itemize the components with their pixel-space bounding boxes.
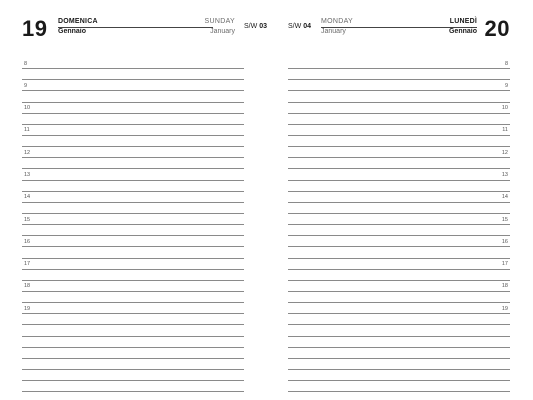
- blank-line[interactable]: [22, 325, 244, 336]
- hour-line[interactable]: [288, 236, 510, 247]
- blank-line[interactable]: [22, 359, 244, 370]
- hour-line[interactable]: [288, 192, 510, 203]
- blank-line[interactable]: [22, 158, 244, 169]
- hour-label: 10: [24, 105, 31, 112]
- day-number: 19: [22, 16, 48, 41]
- blank-line[interactable]: [288, 325, 510, 336]
- hour-line[interactable]: [22, 259, 244, 270]
- hour-label: 10: [501, 105, 508, 112]
- header-rule: [58, 27, 213, 28]
- blank-line[interactable]: [288, 158, 510, 169]
- hour-label: 19: [501, 305, 508, 312]
- right-page-header: [288, 0, 533, 50]
- blank-line[interactable]: [22, 69, 244, 80]
- month-name-english: January: [210, 28, 235, 35]
- day-name-english: MONDAY: [321, 18, 354, 25]
- hour-line[interactable]: [288, 147, 510, 158]
- blank-line[interactable]: [288, 247, 510, 258]
- month-name-italian: Gennaio: [448, 28, 477, 35]
- hour-line[interactable]: [288, 214, 510, 225]
- blank-line[interactable]: [288, 225, 510, 236]
- hour-line[interactable]: [288, 303, 510, 314]
- blank-line[interactable]: [22, 381, 244, 392]
- hour-label: 13: [24, 172, 31, 179]
- hour-line[interactable]: [288, 125, 510, 136]
- hour-line[interactable]: [288, 259, 510, 270]
- hour-label: 15: [24, 216, 31, 223]
- blank-line[interactable]: [288, 114, 510, 125]
- blank-line[interactable]: [22, 314, 244, 325]
- hour-label: 11: [24, 127, 30, 134]
- blank-line[interactable]: [22, 225, 244, 236]
- blank-line[interactable]: [288, 69, 510, 80]
- hour-line[interactable]: [22, 236, 244, 247]
- hour-line[interactable]: [288, 169, 510, 180]
- blank-line[interactable]: [22, 181, 244, 192]
- day-name-english: SUNDAY: [204, 18, 235, 25]
- hour-line[interactable]: [22, 147, 244, 158]
- hour-label: 16: [501, 238, 508, 245]
- blank-line[interactable]: [288, 348, 510, 359]
- hour-lines: [22, 58, 244, 392]
- hour-line[interactable]: [22, 303, 244, 314]
- week-number: 03: [259, 23, 267, 30]
- hour-lines: [288, 58, 510, 392]
- hour-label: 19: [24, 305, 31, 312]
- hour-line[interactable]: [22, 192, 244, 203]
- blank-line[interactable]: [288, 270, 510, 281]
- blank-line[interactable]: [288, 359, 510, 370]
- hour-label: 15: [501, 216, 508, 223]
- hour-label: 17: [501, 261, 508, 268]
- blank-line[interactable]: [22, 136, 244, 147]
- month-name-italian: Gennaio: [58, 28, 87, 35]
- blank-line[interactable]: [288, 181, 510, 192]
- week-label: [244, 23, 267, 30]
- hour-label: 12: [501, 149, 508, 156]
- hour-line[interactable]: [288, 58, 510, 69]
- hour-line[interactable]: [22, 80, 244, 91]
- hour-line[interactable]: [288, 281, 510, 292]
- month-name-english: January: [321, 28, 346, 35]
- day-name-italian: DOMENICA: [58, 18, 98, 25]
- blank-line[interactable]: [288, 91, 510, 102]
- hour-line[interactable]: [22, 281, 244, 292]
- hour-label: 9: [504, 82, 508, 89]
- blank-line[interactable]: [22, 348, 244, 359]
- blank-line[interactable]: [288, 337, 510, 348]
- day-number: 20: [484, 16, 510, 41]
- blank-line[interactable]: [22, 337, 244, 348]
- blank-line[interactable]: [288, 203, 510, 214]
- week-prefix: S/W: [244, 23, 258, 30]
- blank-line[interactable]: [22, 247, 244, 258]
- left-page: [22, 0, 267, 400]
- hour-line[interactable]: [22, 125, 244, 136]
- hour-label: 11: [502, 127, 508, 134]
- blank-line[interactable]: [288, 136, 510, 147]
- hour-line[interactable]: [288, 103, 510, 114]
- week-prefix: S/W: [288, 23, 302, 30]
- blank-line[interactable]: [22, 292, 244, 303]
- left-page-header: [22, 0, 267, 50]
- hour-line[interactable]: [288, 80, 510, 91]
- week-number: 04: [303, 23, 311, 30]
- hour-label: 14: [501, 194, 508, 201]
- hour-line[interactable]: [22, 169, 244, 180]
- hour-line[interactable]: [22, 214, 244, 225]
- blank-line[interactable]: [22, 203, 244, 214]
- blank-line[interactable]: [288, 370, 510, 381]
- blank-line[interactable]: [288, 381, 510, 392]
- day-name-italian: LUNEDÌ: [449, 18, 477, 25]
- blank-line[interactable]: [22, 270, 244, 281]
- blank-line[interactable]: [288, 292, 510, 303]
- right-page: [288, 0, 533, 400]
- hour-label: 16: [24, 238, 31, 245]
- week-label: [288, 23, 311, 30]
- hour-label: 8: [24, 60, 28, 67]
- hour-label: 8: [504, 60, 508, 67]
- hour-label: 9: [24, 82, 28, 89]
- blank-line[interactable]: [22, 370, 244, 381]
- blank-line[interactable]: [22, 114, 244, 125]
- hour-label: 12: [24, 149, 31, 156]
- hour-label: 13: [501, 172, 508, 179]
- hour-label: 18: [24, 283, 31, 290]
- blank-line[interactable]: [288, 314, 510, 325]
- hour-label: 17: [24, 261, 31, 268]
- hour-line[interactable]: [22, 103, 244, 114]
- hour-label: 14: [24, 194, 31, 201]
- blank-line[interactable]: [22, 91, 244, 102]
- hour-label: 18: [501, 283, 508, 290]
- hour-line[interactable]: [22, 58, 244, 69]
